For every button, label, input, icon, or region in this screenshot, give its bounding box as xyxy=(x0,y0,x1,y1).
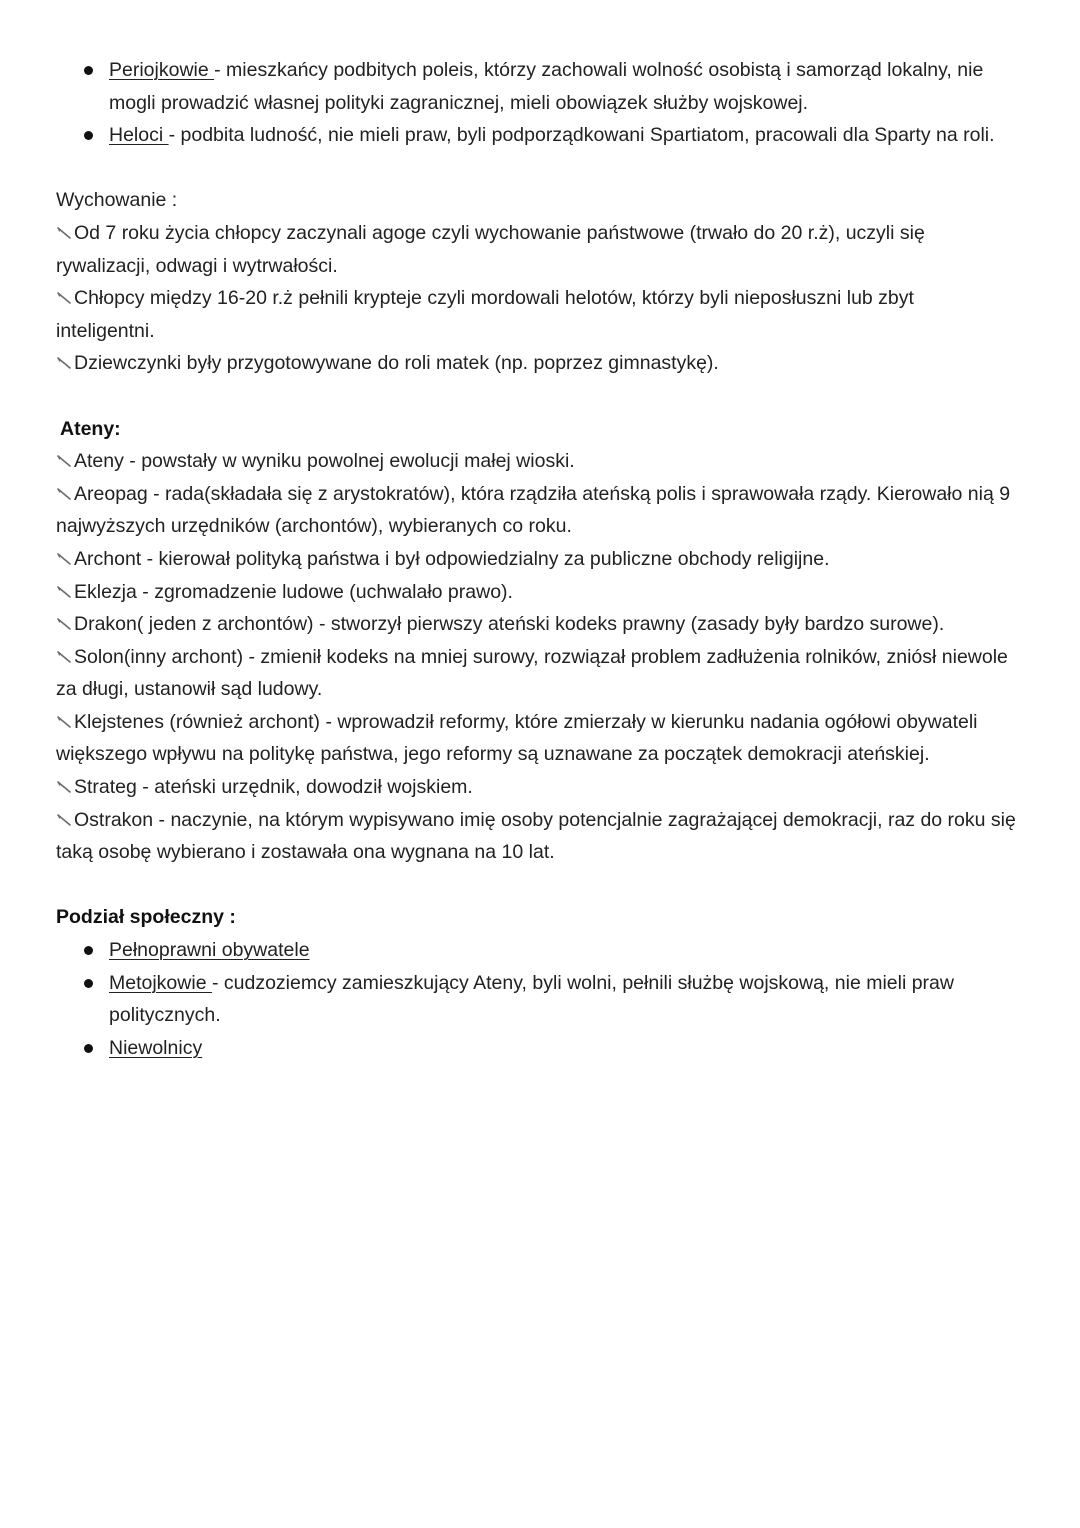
pencil-icon xyxy=(56,650,73,664)
pencil-icon xyxy=(56,813,73,827)
bullet-icon xyxy=(84,979,93,988)
pencil-icon xyxy=(56,487,73,501)
list-item xyxy=(56,934,1016,967)
pencil-icon xyxy=(56,291,73,305)
pencil-icon xyxy=(56,780,73,794)
term-label: Metojkowie xyxy=(109,971,212,994)
pencil-icon xyxy=(56,356,73,370)
note-line xyxy=(56,641,1016,706)
pencil-icon xyxy=(56,617,73,631)
bullet-icon xyxy=(84,946,93,955)
pencil-icon xyxy=(56,226,73,240)
term-description: - podbita ludność, nie mieli praw, byli podporządkowani Spartiatom, pracowali dla Sparty na roli. xyxy=(168,124,995,147)
note-text: Archont - kierował polityką państwa i był odpowiedzialny za publiczne obchody religijne. xyxy=(74,547,830,570)
note-text: Ostrakon - naczynie, na którym wypisywano imię osoby potencjalnie zagrażającej demokracji, raz do roku się taką osobę wybierano i zostawała ona wygnana na 10 lat. xyxy=(56,808,1016,864)
note-text: Strateg - ateński urzędnik, dowodził wojskiem. xyxy=(74,776,473,799)
note-line xyxy=(56,804,1016,869)
note-line xyxy=(56,576,1016,609)
note-text: Drakon( jeden z archontów) - stworzył pierwszy ateński kodeks prawny (zasady były bardzo surowe). xyxy=(74,613,945,636)
bullet-icon xyxy=(84,1044,93,1053)
pencil-icon xyxy=(56,585,73,599)
pencil-icon xyxy=(56,454,73,468)
note-line xyxy=(56,282,1016,347)
note-line xyxy=(56,543,1016,576)
note-text: Solon(inny archont) - zmienił kodeks na mniej surowy, rozwiązał problem zadłużenia rolników, zniósł niewole za długi, ustanowił sąd ludowy. xyxy=(56,645,1008,701)
note-text: Ateny - powstały w wyniku powolnej ewolucji małej wioski. xyxy=(74,450,575,473)
note-text: Od 7 roku życia chłopcy zaczynali agoge czyli wychowanie państwowe (trwało do 20 r.ż), uczyli się rywalizacji, odwagi i wytrwałości. xyxy=(56,221,925,277)
athens-social-list xyxy=(56,934,1016,1064)
note-line xyxy=(56,706,1016,771)
note-line xyxy=(56,445,1016,478)
note-line xyxy=(56,478,1016,543)
term-label: Periojkowie xyxy=(109,59,215,81)
term-description: - cudzoziemcy zamieszkujący Ateny, byli wolni, pełnili służbę wojskową, nie mieli praw politycznych. xyxy=(109,971,954,1027)
sparta-classes-list xyxy=(56,54,1016,152)
spacer xyxy=(56,380,1016,413)
note-text: Areopag - rada(składała się z arystokratów), która rządziła ateńską polis i sprawowała rządy. Kierowało nią 9 najwyższych urzędników (archontów), wybieranych co roku. xyxy=(56,482,1011,538)
bullet-icon xyxy=(84,131,93,140)
list-item xyxy=(56,119,1016,152)
note-text: Chłopcy między 16-20 r.ż pełnili krypteje czyli mordowali helotów, którzy byli nieposłuszni lub zbyt inteligentni. xyxy=(56,287,914,342)
term-label: Pełnoprawni obywatele xyxy=(109,939,310,962)
note-text: Dziewczynki były przygotowywane do roli matek (np. poprzez gimnastykę). xyxy=(74,352,719,375)
note-line xyxy=(56,771,1016,804)
list-item xyxy=(56,1032,1016,1065)
note-text: Klejstenes (również archont) - wprowadził reformy, które zmierzały w kierunku nadania ogółowi obywateli większego wpływu na politykę państwa, jego reformy są uznawane za początek demokracji ateńskiej. xyxy=(56,710,978,766)
athens-heading: Ateny: xyxy=(60,417,121,440)
list-item xyxy=(56,967,1016,1032)
note-text: Eklezja - zgromadzenie ludowe (uchwalało prawo). xyxy=(74,580,513,603)
pencil-icon xyxy=(56,552,73,566)
note-line xyxy=(56,347,1016,380)
bullet-icon xyxy=(84,66,93,75)
list-item xyxy=(56,54,1016,119)
term-description: - mieszkańcy podbitych poleis, którzy zachowali wolność osobistą i samorząd lokalny, nie mogli prowadzić własnej polityki zagranicznej, mieli obowiązek służby wojskowej. xyxy=(109,59,984,114)
note-line xyxy=(56,608,1016,641)
upbringing-heading: Wychowanie : xyxy=(56,189,178,212)
pencil-icon xyxy=(56,715,73,729)
document-page xyxy=(56,54,1016,1064)
term-label: Niewolnicy xyxy=(109,1036,203,1059)
social-division-heading: Podział społeczny : xyxy=(56,906,236,929)
note-line xyxy=(56,217,1016,282)
term-label: Heloci xyxy=(109,124,169,147)
spacer xyxy=(56,152,1016,185)
spacer xyxy=(56,869,1016,902)
